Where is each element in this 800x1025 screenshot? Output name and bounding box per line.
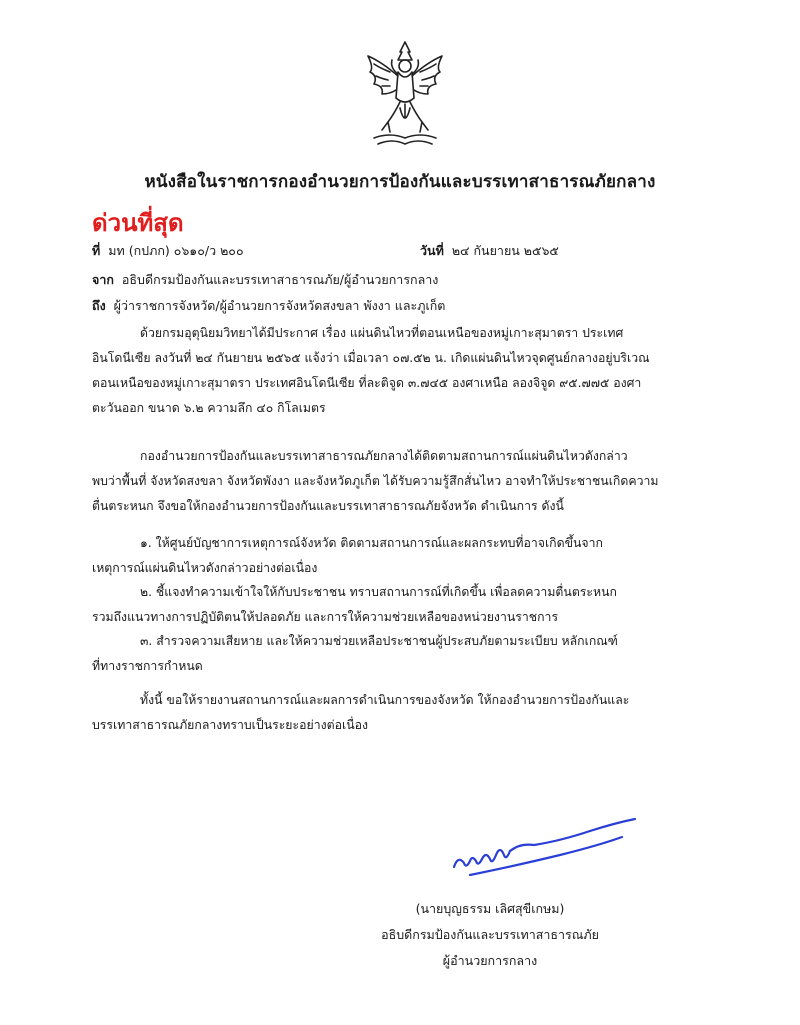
signature-block bbox=[330, 896, 650, 974]
handwritten-signature bbox=[450, 815, 640, 885]
reference-label: ที่ bbox=[92, 243, 101, 258]
paragraph-line: ๒. ชี้แจงทำความเข้าใจให้กับประชาชน ทราบสถานการณ์ที่เกิดขึ้น เพื่อลดความตื่นตระหนก bbox=[140, 585, 617, 599]
signatory-name: (นายบุญธรรม เลิศสุขีเกษม) bbox=[415, 901, 565, 916]
paragraph-line: ทั้งนี้ ขอให้รายงานสถานการณ์และผลการดำเนินการของจังหวัด ให้กองอำนวยการป้องกันและ bbox=[140, 693, 630, 707]
to-label: ถึง bbox=[92, 298, 106, 313]
from-value: อธิบดีกรมป้องกันและบรรเทาสาธารณภัย/ผู้อำนวยการกลาง bbox=[121, 272, 439, 287]
urgency-label: ด่วนที่สุด bbox=[92, 209, 184, 237]
paragraph-closing bbox=[92, 688, 712, 738]
paragraph-line: อินโดนีเซีย ลงวันที่ ๒๔ กันยายน ๒๕๖๕ แจ้งว่า เมื่อเวลา ๐๗.๕๒ น. เกิดแผ่นดินไหวจุดศูนย์กลางอยู่บริเวณ bbox=[92, 351, 650, 365]
sender bbox=[92, 270, 438, 290]
paragraph-line: บรรเทาสาธารณภัยกลางทราบเป็นระยะอย่างต่อเนื่อง bbox=[92, 718, 368, 732]
paragraph-line: ๑. ให้ศูนย์บัญชาการเหตุการณ์จังหวัด ติดตามสถานการณ์และผลกระทบที่อาจเกิดขึ้นจาก bbox=[140, 536, 603, 550]
garuda-emblem-icon bbox=[360, 38, 450, 150]
reference-number bbox=[92, 241, 244, 261]
paragraph-situation bbox=[92, 444, 712, 519]
from-label: จาก bbox=[92, 272, 114, 287]
signatory-title: อธิบดีกรมป้องกันและบรรเทาสาธารณภัย bbox=[381, 927, 599, 942]
paragraph-line: เหตุการณ์แผ่นดินไหวดังกล่าวอย่างต่อเนื่อง bbox=[92, 561, 318, 575]
instruction-item-3 bbox=[92, 629, 712, 679]
paragraph-line: พบว่าพื้นที่ จังหวัดสงขลา จังหวัดพังงา และจังหวัดภูเก็ต ได้รับความรู้สึกสั่นไหว อาจทำให้ประชาชนเกิดความ bbox=[92, 474, 659, 488]
paragraph-line: ตอนเหนือของหมู่เกาะสุมาตรา ประเทศอินโดนีเซีย ที่ละติจูด ๓.๗๔๕ องศาเหนือ ลองจิจูด ๙๕.๗๗๕ องศา bbox=[92, 376, 642, 390]
paragraph-line: ด้วยกรมอุตุนิยมวิทยาได้มีประกาศ เรื่อง แผ่นดินไหวที่ตอนเหนือของหมู่เกาะสุมาตรา ประเทศ bbox=[140, 326, 624, 340]
date-label: วันที่ bbox=[420, 243, 444, 258]
date-value: ๒๔ กันยายน ๒๕๖๕ bbox=[451, 243, 559, 258]
to-value: ผู้ว่าราชการจังหวัด/ผู้อำนวยการจังหวัดสงขลา พังงา และภูเก็ต bbox=[113, 298, 446, 313]
signatory-position: ผู้อำนวยการกลาง bbox=[442, 953, 538, 968]
recipient bbox=[92, 296, 445, 316]
paragraph-line: รวมถึงแนวทางการปฏิบัติตนให้ปลอดภัย และการให้ความช่วยเหลือของหน่วยงานราชการ bbox=[92, 610, 559, 624]
paragraph-line: กองอำนวยการป้องกันและบรรเทาสาธารณภัยกลางได้ติดตามสถานการณ์แผ่นดินไหวดังกล่าว bbox=[140, 449, 628, 463]
paragraph-line: ๓. สำรวจความเสียหาย และให้ความช่วยเหลือประชาชนผู้ประสบภัยตามระเบียบ หลักเกณฑ์ bbox=[140, 634, 618, 648]
paragraph-line: ตื่นตระหนก จึงขอให้กองอำนวยการป้องกันและบรรเทาสาธารณภัยจังหวัด ดำเนินการ ดังนี้ bbox=[92, 499, 564, 513]
paragraph-line: ตะวันออก ขนาด ๖.๒ ความลึก ๔๐ กิโลเมตร bbox=[92, 401, 326, 415]
letter-date bbox=[420, 241, 559, 261]
paragraph-line: ที่ทางราชการกำหนด bbox=[92, 659, 203, 673]
letter-heading: หนังสือในราชการกองอำนวยการป้องกันและบรรเทาสาธารณภัยกลาง bbox=[144, 172, 656, 192]
paragraph-announcement bbox=[92, 321, 712, 421]
reference-value: มท (กปภก) ๐๖๑๐/ว ๒๐๐ bbox=[108, 243, 244, 258]
instruction-item-1 bbox=[92, 531, 712, 581]
instruction-item-2 bbox=[92, 580, 712, 630]
